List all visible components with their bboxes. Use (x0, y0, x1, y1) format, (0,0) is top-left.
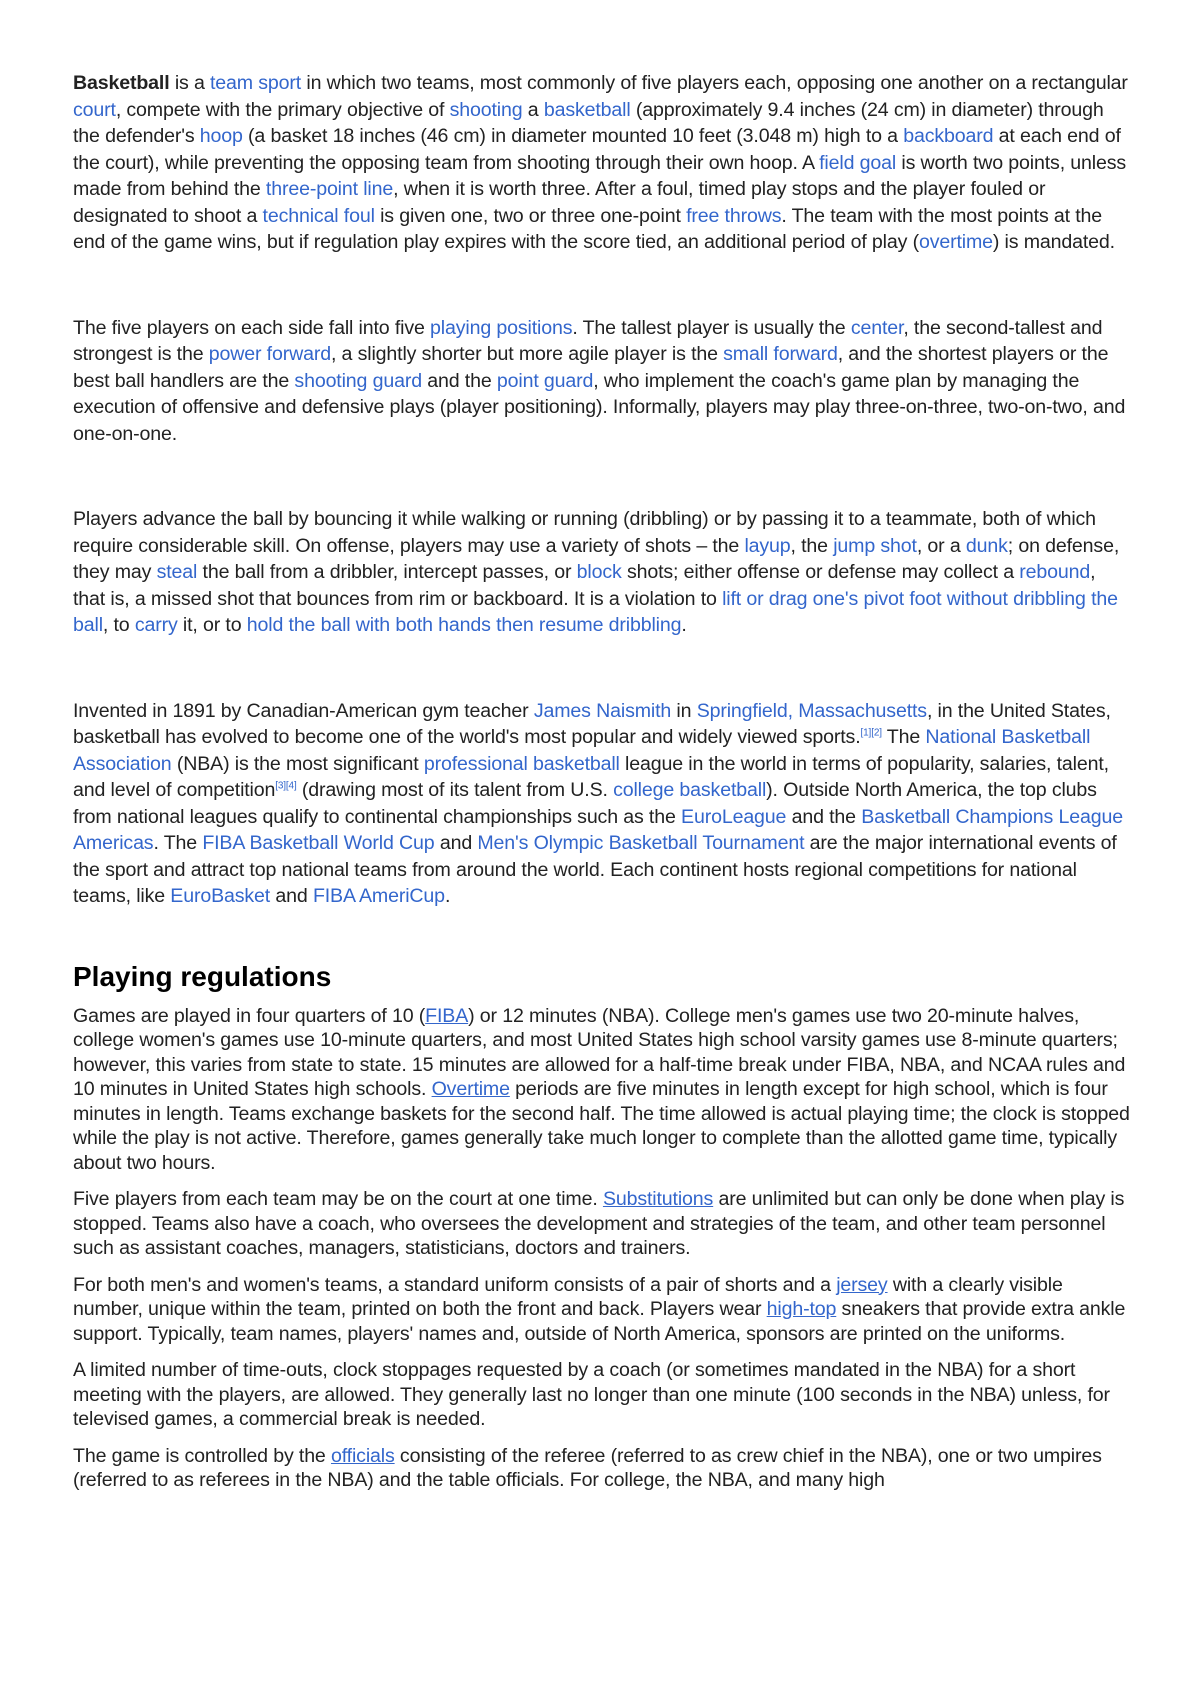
link-overtime-periods[interactable]: Overtime (431, 1078, 510, 1100)
link-block[interactable]: block (576, 561, 622, 583)
link-point-guard[interactable]: point guard (496, 369, 594, 392)
citation-2[interactable]: [2] (871, 727, 882, 739)
link-carry[interactable]: carry (134, 614, 178, 636)
link-jump-shot[interactable]: jump shot (833, 534, 917, 557)
regulations-paragraph-4: A limited number of time-outs, clock stoppages requested by a coach (or sometimes mandated in the NBA) for a short meeting with the players, are allowed. They generally last no longer than one minute (100 seconds in the NBA) unless, for televised games, a commercial break is needed. (73, 1359, 1110, 1430)
link-backboard[interactable]: backboard (903, 125, 994, 147)
regulations-paragraph-3: For both men's and women's teams, a standard uniform consists of a pair of shorts and a jersey with a clearly visible number, unique within the team, printed on both the front and back. Players wear high-top sneakers that provide extra ankle support. Typically, team names, players' names and, outside of North America, sponsors are printed on the uniforms. (73, 1273, 1126, 1345)
link-team-sport[interactable]: team sport (210, 72, 302, 94)
link-small-forward[interactable]: small forward (723, 343, 838, 365)
link-shooting[interactable]: shooting (449, 98, 523, 121)
regulations-paragraph-2: Five players from each team may be on the court at one time. Substitutions are unlimited but can only be done when play is stopped. Teams also have a coach, who oversees the development and strategies of the team, and other team personnel such as assistant coaches, managers, statisticians, doctors and trainers. (73, 1188, 1125, 1259)
link-nba[interactable]: National Basketball Association (73, 726, 1091, 775)
link-bcl-americas[interactable]: Basketball Champions League Americas (73, 805, 1123, 854)
link-euroleague[interactable]: EuroLeague (681, 805, 787, 828)
link-college-basketball[interactable]: college basketball (613, 779, 767, 801)
citation-1[interactable]: [1] (860, 727, 872, 739)
article-intro (73, 70, 1130, 910)
link-springfield[interactable]: Springfield, Massachusetts (696, 699, 927, 722)
link-fiba-americup[interactable]: FIBA AmeriCup (312, 885, 445, 907)
link-traveling[interactable]: lift or drag one's pivot foot without dribbling the ball (73, 587, 1118, 636)
link-olympic-tournament[interactable]: Men's Olympic Basketball Tournament (477, 832, 805, 854)
link-basketball-ball[interactable]: basketball (543, 98, 631, 121)
link-layup[interactable]: layup (744, 534, 791, 557)
playing-regulations-section (73, 1004, 1130, 1493)
link-playing-positions[interactable]: playing positions (430, 316, 573, 339)
link-technical-foul[interactable]: technical foul (262, 204, 375, 227)
intro-paragraph-1: Basketball is a team sport in which two teams, most commonly of five players each, opposing one another on a rectangular court, compete with the primary objective of shooting a basketball (approximately 9.4 inches (24 cm) in diameter) through the defender's hoop (a basket 18 inches (46 cm) in diameter mounted 10 feet (3.048 m) high to a backboard at each end of the court), while preventing the opposing team from shooting through their own hoop. A field goal is worth two points, unless made from behind the three-point line, when it is worth three. After a foul, timed play stops and the player fouled or designated to shoot a technical foul is given one, two or three one-point free throws. The team with the most points at the end of the game wins, but if regulation play expires with the score tied, an additional period of play (overtime) is mandated. (73, 72, 1128, 253)
regulations-paragraph-1: Games are played in four quarters of 10 (FIBA) or 12 minutes (NBA). College men's games use two 20-minute halves, college women's games use 10-minute quarters, and most United States high school varsity games use 8-minute quarters; however, this varies from state to state. 15 minutes are allowed for a half-time break under FIBA, NBA, and NCAA rules and 10 minutes in United States high schools. Overtime periods are five minutes in length except for high school, which is four minutes in length. Teams exchange baskets for the second half. The time allowed is actual playing time; the clock is stopped while the play is not active. Therefore, games generally take much longer to complete than the allotted game time, typically about two hours. (73, 1004, 1130, 1174)
citation-3-4[interactable]: [3][4] (275, 780, 297, 792)
link-fiba-world-cup[interactable]: FIBA Basketball World Cup (202, 832, 435, 854)
link-james-naismith[interactable]: James Naismith (533, 699, 672, 722)
link-three-point-line[interactable]: three-point line (265, 178, 394, 200)
link-rebound[interactable]: rebound (1019, 561, 1091, 583)
link-substitutions[interactable]: Substitutions (602, 1188, 714, 1210)
link-steal[interactable]: steal (156, 561, 198, 583)
link-dunk[interactable]: dunk (965, 534, 1008, 557)
link-power-forward[interactable]: power forward (208, 343, 331, 365)
link-jersey[interactable]: jersey (836, 1273, 888, 1296)
link-fiba[interactable]: FIBA (425, 1004, 469, 1027)
intro-paragraph-2: The five players on each side fall into five playing positions. The tallest player is usually the center, the second-tallest and strongest is the power forward, a slightly shorter but more agile player is the small forward, and the shortest players or the best ball handlers are the shooting guard and the point guard, who implement the coach's game plan by managing the execution of offensive and defensive plays (player positioning). Informally, players may play three-on-three, two-on-two, and one-on-one. (73, 316, 1126, 445)
link-hoop[interactable]: hoop (199, 125, 243, 147)
link-overtime[interactable]: overtime (918, 231, 993, 253)
link-shooting-guard[interactable]: shooting guard (294, 369, 422, 392)
intro-paragraph-4: Invented in 1891 by Canadian-American gym teacher James Naismith in Springfield, Massachusetts, in the United States, basketball has evolved to become one of the world's most popular and widely viewed sports.[1][2] The National Basketball Association (NBA) is the most significant professional basketball league in the world in terms of popularity, salaries, talent, and level of competition[3][4] (drawing most of its talent from U.S. college basketball). Outside North America, the top clubs from national leagues qualify to continental championships such as the EuroLeague and the Basketball Champions League Americas. The FIBA Basketball World Cup and Men's Olympic Basketball Tournament are the major international events of the sport and attract top national teams from around the world. Each continent hosts regional competitions for national teams, like EuroBasket and FIBA AmeriCup. (73, 699, 1123, 907)
link-court[interactable]: court (73, 98, 116, 121)
link-center[interactable]: center (850, 316, 904, 339)
link-double-dribble[interactable]: hold the ball with both hands then resume dribbling (246, 614, 682, 636)
intro-paragraph-3: Players advance the ball by bouncing it while walking or running (dribbling) or by passing it to a teammate, both of which require considerable skill. On offense, players may use a variety of shots – the layup, the jump shot, or a dunk; on defense, they may steal the ball from a dribbler, intercept passes, or block shots; either offense or defense may collect a rebound, that is, a missed shot that bounces from rim or backboard. It is a violation to lift or drag one's pivot foot without dribbling the ball, to carry it, or to hold the ball with both hands then resume dribbling. (73, 508, 1120, 636)
link-high-top[interactable]: high-top (766, 1298, 837, 1320)
link-officials[interactable]: officials (330, 1444, 395, 1467)
regulations-paragraph-5: The game is controlled by the officials consisting of the referee (referred to as crew chief in the NBA), one or two umpires (referred to as referees in the NBA) and the table officials. For college, the NBA, and many high (73, 1444, 1102, 1491)
link-free-throws[interactable]: free throws (686, 204, 782, 227)
link-professional-basketball[interactable]: professional basketball (423, 752, 620, 775)
article-subject: Basketball (73, 72, 170, 94)
link-eurobasket[interactable]: EuroBasket (170, 885, 271, 907)
section-heading: Playing regulations (73, 960, 332, 992)
link-field-goal[interactable]: field goal (819, 151, 897, 174)
